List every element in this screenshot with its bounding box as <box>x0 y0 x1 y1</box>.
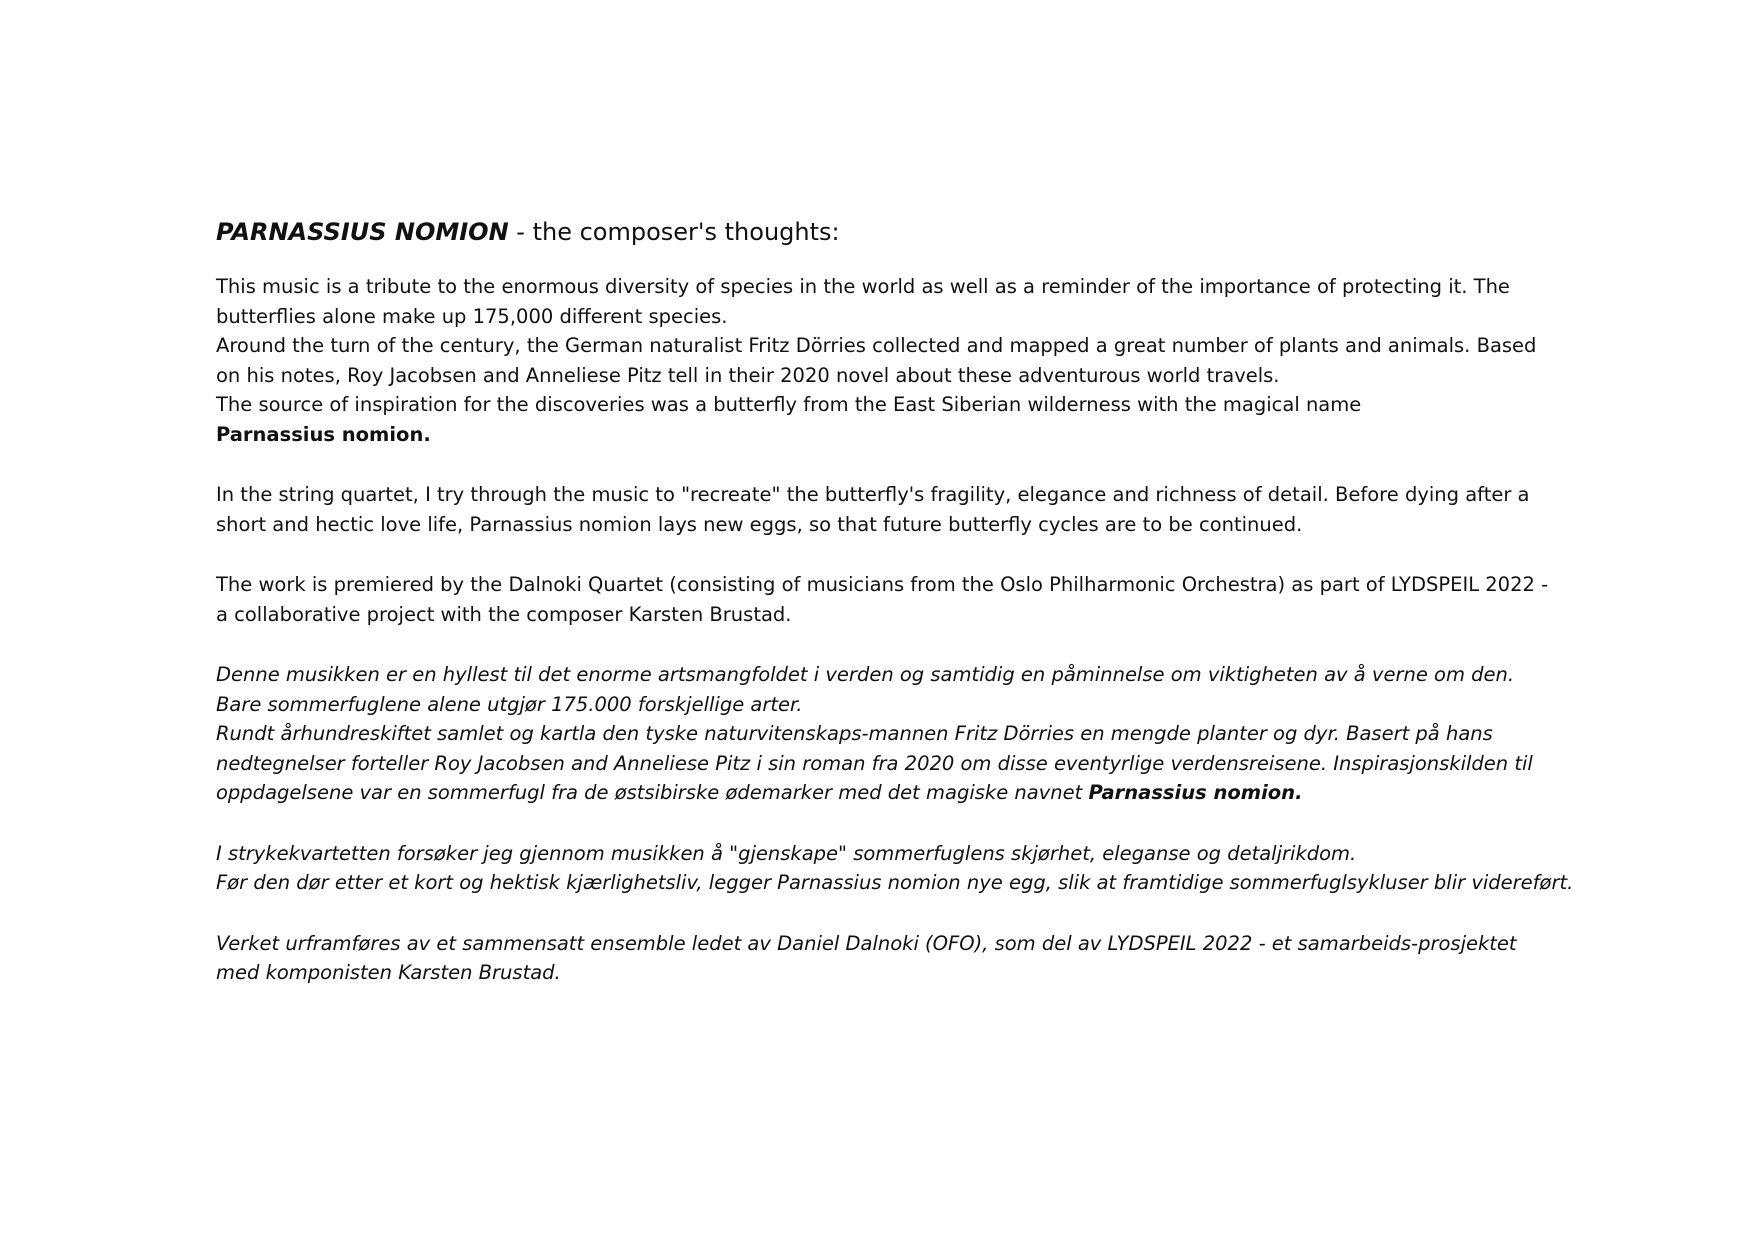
english-intro-line-2: Around the turn of the century, the German naturalist Fritz Dörries collected and mapped a great number of plants and animals. Based on his notes, Roy Jacobsen and Anneliese Pitz tell in their 2020 novel about these adventurous world travels. <box>216 334 1537 387</box>
english-butterfly-name: Parnassius nomion. <box>216 422 431 446</box>
norwegian-quartet-line-2: Før den dør etter et kort og hektisk kjærlighetsliv, legger Parnassius nomion nye egg, slik at framtidige sommerfuglsykluser blir videreført. <box>216 871 1574 894</box>
english-premiere-paragraph <box>216 570 1556 629</box>
norwegian-premiere-text: Verket urframføres av et sammensatt ensemble ledet av Daniel Dalnoki (OFO), som del av LYDSPEIL 2022 - et samarbeids-prosjektet med komponisten Karsten Brustad. <box>216 931 1517 984</box>
english-intro-line-1: This music is a tribute to the enormous diversity of species in the world as well as a reminder of the importance of protecting it. The butterflies alone make up 175,000 different species. <box>216 275 1510 328</box>
norwegian-butterfly-name: Parnassius nomion. <box>1088 781 1303 804</box>
piece-title: PARNASSIUS NOMION <box>216 218 509 246</box>
norwegian-quartet-paragraph <box>216 839 1574 898</box>
english-quartet-text: In the string quartet, I try through the music to "recreate" the butterfly's fragility, elegance and richness of detail. Before dying after a short and hectic love life, Parnassius nomion lays new eggs, so that future butterfly cycles are to be continued. <box>216 483 1530 536</box>
english-intro-line-3: The source of inspiration for the discoveries was a butterfly from the East Siberian wilderness with the magical name <box>216 393 1362 416</box>
page-heading <box>216 212 1556 252</box>
norwegian-intro <box>216 660 1556 808</box>
english-quartet-paragraph <box>216 480 1556 539</box>
english-premiere-text: The work is premiered by the Dalnoki Quartet (consisting of musicians from the Oslo Philharmonic Orchestra) as part of LYDSPEIL 2022 - a collaborative project with the composer Karsten Brustad. <box>216 573 1549 626</box>
norwegian-intro-line-1: Denne musikken er en hyllest til det enorme artsmangfoldet i verden og samtidig en påminnelse om viktigheten av å verne om den. Bare sommerfuglene alene utgjør 175.000 forskjellige arter. <box>216 663 1515 716</box>
norwegian-quartet-line-1: I strykekvartetten forsøker jeg gjennom musikken å "gjenskape" sommerfuglens skjørhet, eleganse og detaljrikdom. <box>216 841 1357 865</box>
english-intro <box>216 272 1556 449</box>
document-page <box>216 212 1574 1019</box>
norwegian-premiere-paragraph <box>216 929 1556 988</box>
norwegian-intro-line-2-text: Rundt århundreskiftet samlet og kartla den tyske naturvitenskaps-mannen Fritz Dörries en mengde planter og dyr. Basert på hans nedtegnelser forteller Roy Jacobsen and Anneliese Pitz i sin roman fra 2020 om disse eventyrlige verdensreisene. Inspirasjonskilden til oppdagelsene var en sommerfugl fra de østsibirske ødemarker med det magiske navnet <box>216 722 1533 804</box>
norwegian-intro-line-2 <box>216 719 1556 808</box>
heading-subtitle: - the composer's thoughts: <box>508 218 840 246</box>
